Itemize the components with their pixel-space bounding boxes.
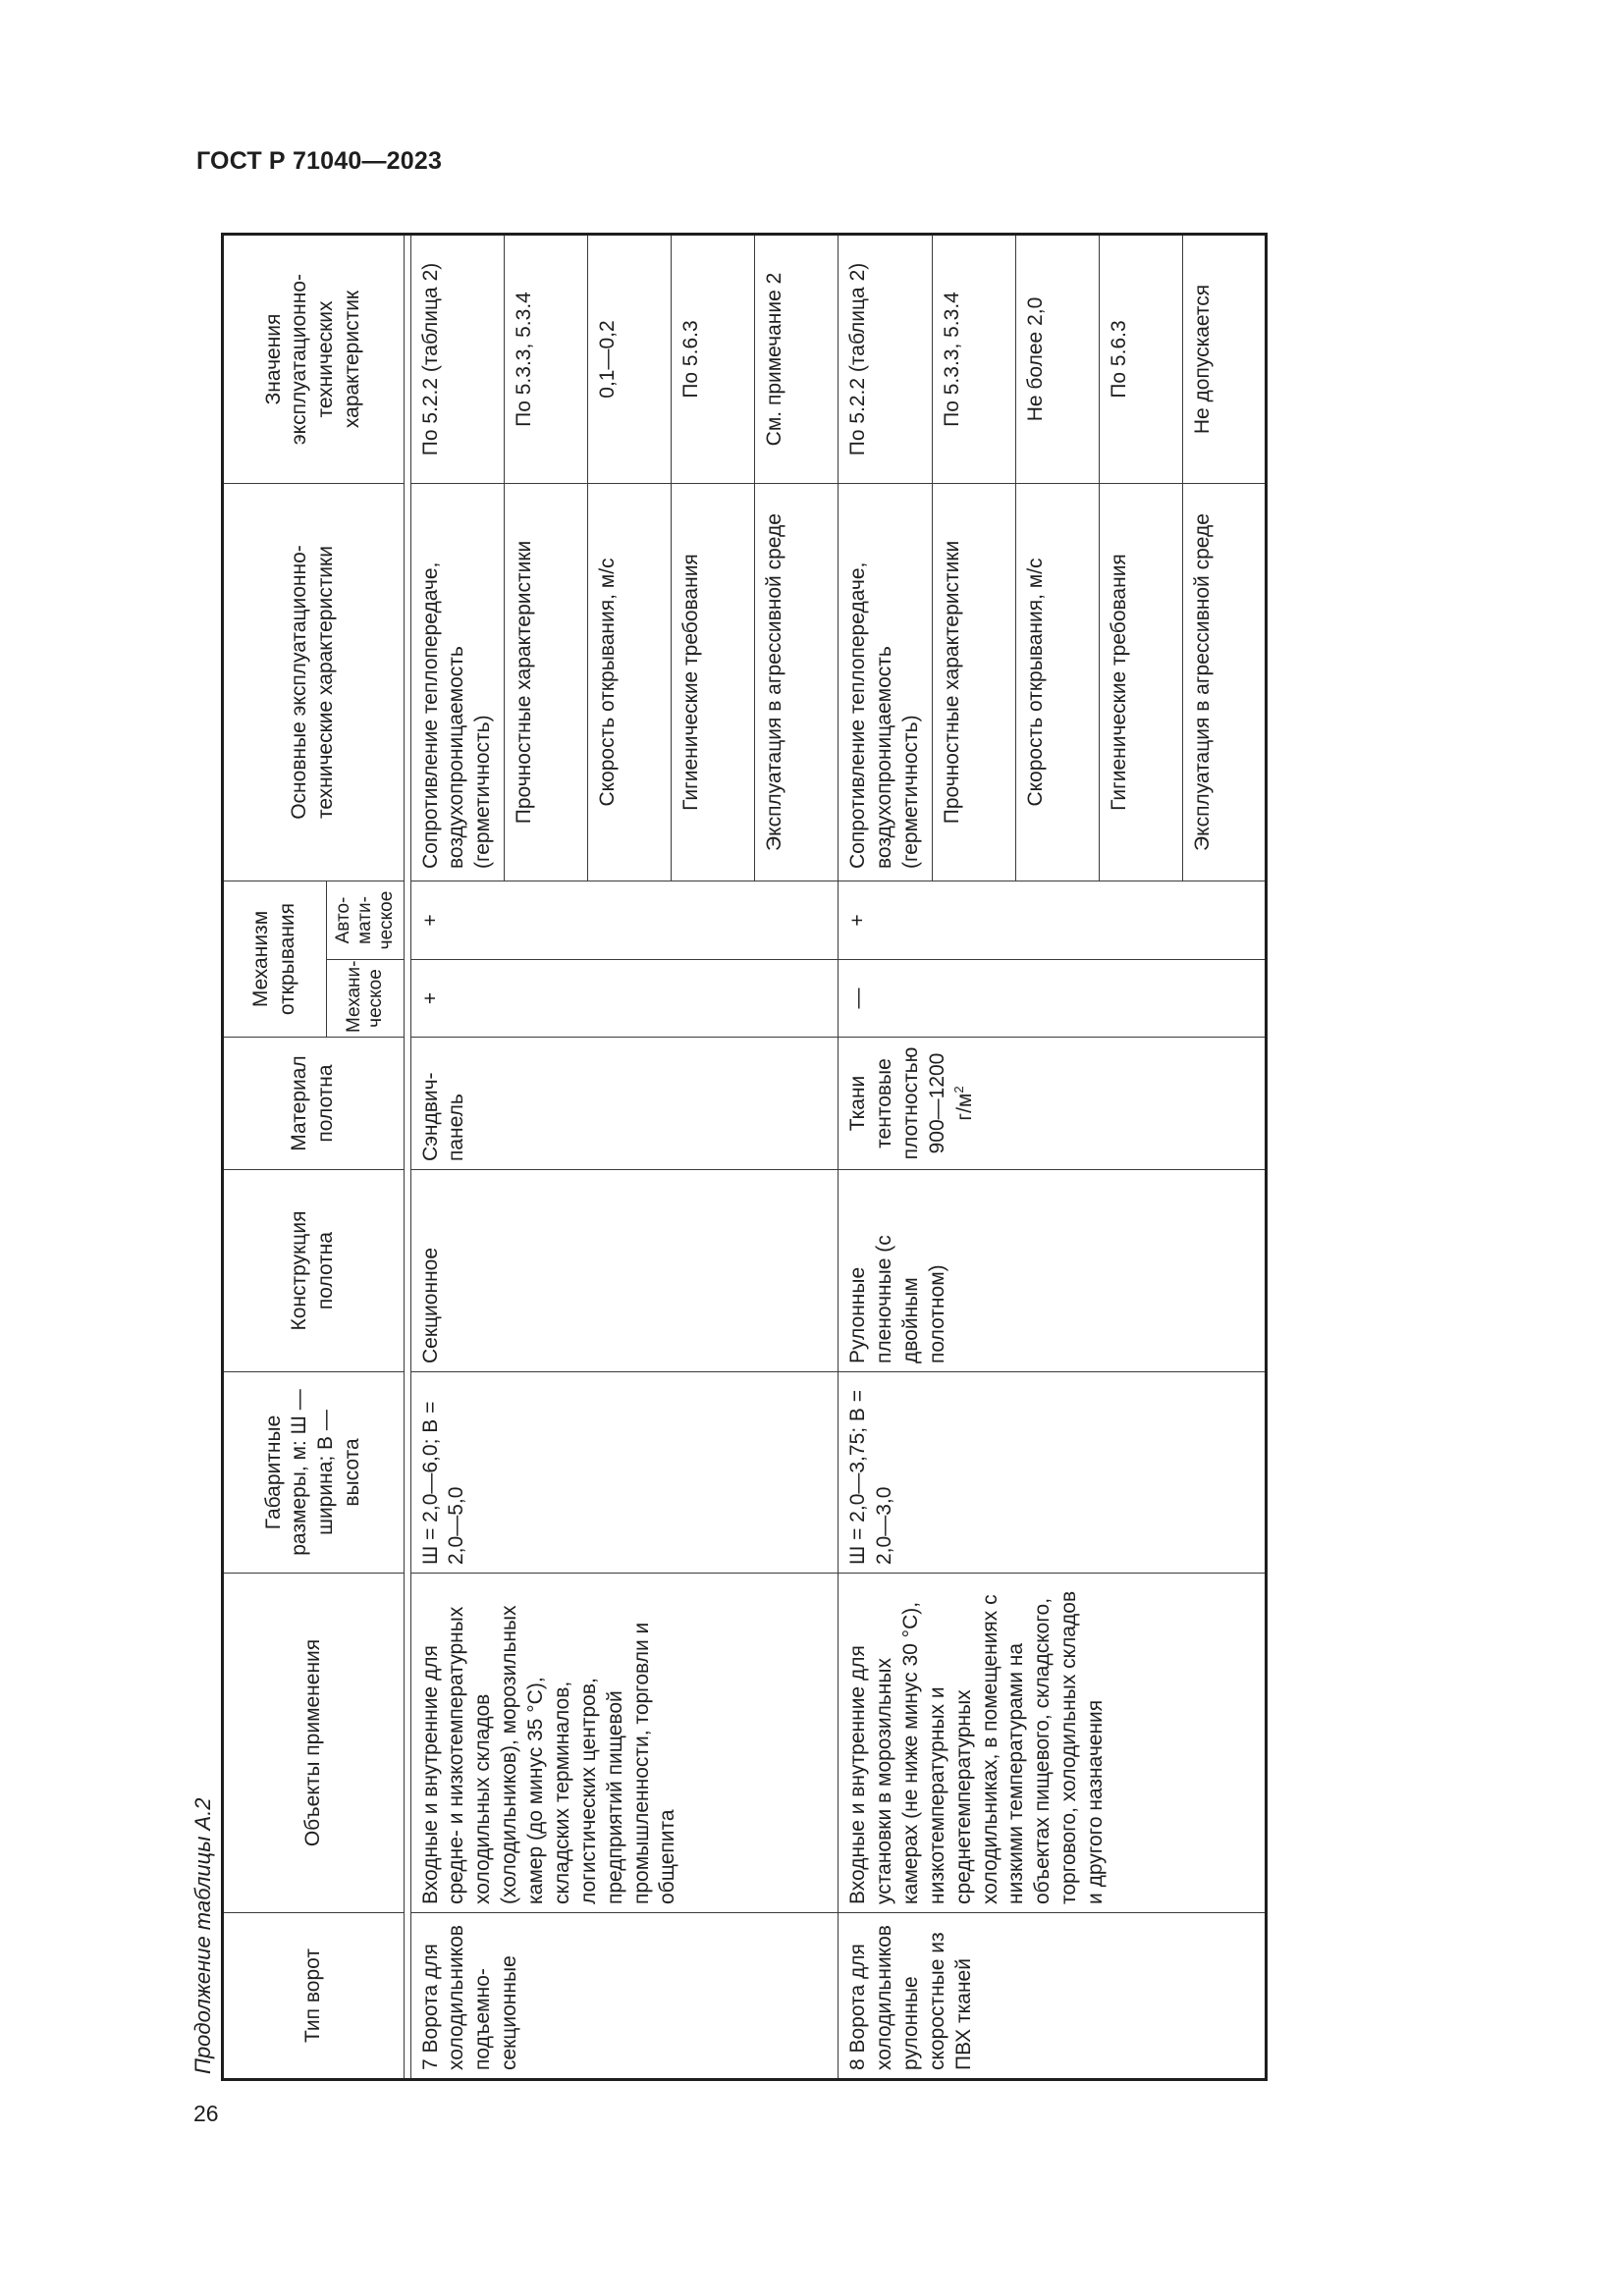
characteristic-value: См. примечание 2 — [755, 235, 839, 484]
characteristic-value: По 5.6.3 — [1099, 235, 1182, 484]
header-characteristics: Основные эксплуатационно-технические характеристики — [223, 484, 405, 881]
characteristic-name: Прочностные характеристики — [932, 484, 1015, 881]
header-gate-type: Тип ворот — [223, 1913, 405, 2080]
characteristic-value: По 5.6.3 — [672, 235, 755, 484]
mechanical-cell: + — [410, 960, 839, 1038]
characteristic-value: По 5.2.2 (таблица 2) — [410, 235, 505, 484]
characteristic-value: По 5.3.3, 5.3.4 — [932, 235, 1015, 484]
application-cell: Входные и внутренние для средне- и низкотемпературных холодильных складов (холодильников), морозильных камер (до минус 35 °C), складских терминалов, логистических центров, предприятий пищевой промышленности, торговли и общепита — [410, 1574, 839, 1913]
characteristic-name: Скорость открывания, м/с — [1015, 484, 1099, 881]
dimensions-cell: Ш = 2,0—6,0; В = 2,0—5,0 — [410, 1372, 839, 1574]
table-caption: Продолжение таблицы А.2 — [190, 1797, 215, 2074]
characteristic-name: Эксплуатация в агрессивной среде — [755, 484, 839, 881]
characteristic-value: Не допускается — [1182, 235, 1266, 484]
characteristic-name: Сопротивление теплопередаче, воздухопроницаемость (герметичность) — [410, 484, 505, 881]
document-header: ГОСТ Р 71040—2023 — [196, 147, 443, 175]
material-cell — [839, 1038, 1267, 1170]
header-application: Объекты применения — [223, 1574, 405, 1913]
automatic-cell: + — [410, 881, 839, 960]
characteristic-value: По 5.3.3, 5.3.4 — [505, 235, 588, 484]
gates-table — [221, 233, 1268, 2081]
characteristic-value: По 5.2.2 (таблица 2) — [839, 235, 933, 484]
material-cell: Сэндвич-панель — [410, 1038, 839, 1170]
characteristic-name: Гигиенические требования — [1099, 484, 1182, 881]
characteristic-name: Гигиенические требования — [672, 484, 755, 881]
gate-type-cell: 7 Ворота для холодильников подъемно-секционные — [410, 1913, 839, 2080]
table-row — [410, 235, 505, 2080]
header-dimensions: Габаритные размеры, м: Ш — ширина; В — высота — [223, 1372, 405, 1574]
characteristic-name: Прочностные характеристики — [505, 484, 588, 881]
automatic-cell: + — [839, 881, 1267, 960]
characteristic-name: Скорость открывания, м/с — [588, 484, 672, 881]
header-material: Материал полотна — [223, 1038, 405, 1170]
mechanical-cell: — — [839, 960, 1267, 1038]
construction-cell: Рулонные пленочные (с двойным полотном) — [839, 1170, 1267, 1372]
characteristic-value: Не более 2,0 — [1015, 235, 1099, 484]
gate-type-cell: 8 Ворота для холодильников рулонные скоростные из ПВХ тканей — [839, 1913, 1267, 2080]
header-construction: Конструкция полотна — [223, 1170, 405, 1372]
application-cell: Входные и внутренние для установки в морозильных камерах (не ниже минус 30 °C), низкотемпературных и среднетемпературных холодильниках, в помещениях с низкими температурами на объектах пищевого, складского, торгового, холодильных складов и другого назначения — [839, 1574, 1267, 1913]
header-automatic: Автоматическое — [327, 881, 405, 960]
header-mechanical: Механическое — [327, 960, 405, 1038]
header-values: Значения эксплуатационно-технических характеристик — [223, 235, 405, 484]
construction-cell: Секционное — [410, 1170, 839, 1372]
table-row — [839, 235, 933, 2080]
characteristic-name: Эксплуатация в агрессивной среде — [1182, 484, 1266, 881]
material-superscript: 2 — [950, 1086, 966, 1094]
dimensions-cell: Ш = 2,0—3,75; В = 2,0—3,0 — [839, 1372, 1267, 1574]
page-number: 26 — [193, 2101, 219, 2126]
header-mechanism: Механизм открывания — [223, 881, 327, 1038]
table-container — [221, 236, 1252, 2081]
material-text: Ткани тентовые плотностью 900—1200 г/м — [846, 1046, 976, 1160]
characteristic-value: 0,1—0,2 — [588, 235, 672, 484]
characteristic-name: Сопротивление теплопередаче, воздухопроницаемость (герметичность) — [839, 484, 933, 881]
